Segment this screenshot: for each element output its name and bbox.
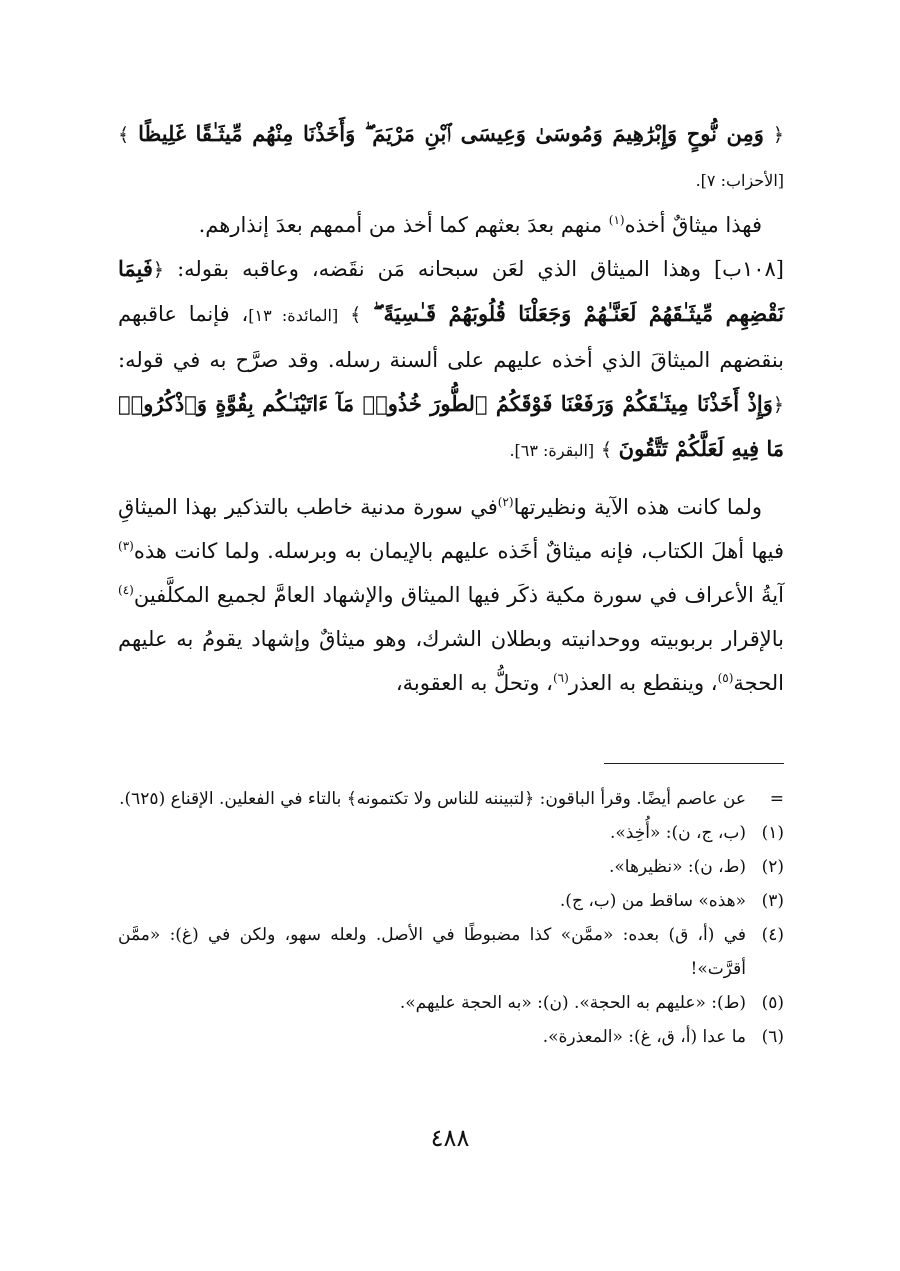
footnote-5: [118, 986, 784, 1020]
paragraph-verse-ahzab: [118, 112, 784, 203]
footnote-marker-3: (٣): [118, 539, 134, 553]
footnote-marker-1: (١): [608, 213, 625, 227]
verse-open-bracket: ﴿: [152, 259, 165, 281]
verse-close-bracket: ﴾: [600, 439, 612, 461]
footnote-marker-2: (٢): [497, 495, 514, 509]
footnote-2: [118, 850, 784, 884]
verse-reference-maidah: [المائدة: ١٣]: [248, 306, 339, 325]
verse-close-bracket: ﴾: [118, 124, 130, 146]
footnote-1: [118, 816, 784, 850]
footnote-separator: [604, 763, 784, 764]
paragraph-text: ، وينقطع به العذر: [568, 671, 718, 695]
footnote-continuation: [118, 782, 784, 816]
footnote-text: في (أ، ق) بعده: «ممَّن» كذا مضبوطًا في الأصل. ولعله سهو، ولكن في (غ): «ممَّن أقرَّت»!: [118, 925, 746, 979]
paragraph-text: ، فإنما عاقبهم بنقضهم الميثاقَ الذي أخذه عليهم على ألسنة رسله. وقد صرَّح به في قوله:: [118, 302, 784, 372]
footnote-text: (ب، ج، ن): «أُخِذ».: [610, 823, 746, 843]
verse-reference-ahzab: [الأحزاب: ٧].: [695, 171, 784, 190]
verse-reference-baqarah: [البقرة: ٦٣].: [509, 441, 595, 460]
paragraph-text: آيةُ الأعراف في سورة مكية ذكَر فيها الميثاق والإشهاد العامَّ لجميع المكلَّفين: [133, 583, 784, 607]
footnote-number: (٦): [761, 1027, 784, 1047]
footnote-6: [118, 1020, 784, 1054]
footnote-number: (٤): [761, 925, 784, 945]
footnote-number: (٢): [761, 857, 784, 877]
paragraph-text: [١٠٨ب] وهذا الميثاق الذي لعَن سبحانه مَن نقَضه، وعاقبه بقوله:: [164, 257, 784, 281]
footnote-marker-4: (٤): [118, 583, 134, 597]
paragraph-text: في سورة مدنية خاطب بالتذكير بهذا الميثاقِ فيها أهلَ الكتاب، فإنه ميثاقٌ أخَذه عليهم بالإيمان به وبرسله. ولما كانت هذه: [118, 495, 784, 563]
footnote-marker-6: (٦): [552, 671, 569, 685]
paragraph-text: ولما كانت هذه الآية ونظيرتها: [513, 495, 762, 519]
footnotes: [118, 782, 784, 1054]
footnote-text: (ط، ن): «نظيرها».: [608, 857, 746, 877]
paragraph-text: بالإقرار بربوبيته ووحدانيته وبطلان الشرك، وهو ميثاقٌ وإشهاد يقومُ به عليهم الحجة: [118, 627, 784, 695]
footnote-text: ما عدا (أ، ق، غ): «المعذرة».: [542, 1027, 746, 1047]
footnote-number: =: [769, 789, 784, 809]
footnote-text: عن عاصم أيضًا. وقرأ الباقون: ﴿لتبيننه للناس ولا تكتمونه﴾ بالتاء في الفعلين. الإقناع (٦٢٥).: [119, 789, 746, 809]
footnote-marker-5: (٥): [717, 671, 734, 685]
verse-open-bracket: ﴿: [772, 124, 784, 146]
footnote-text: «هذه» ساقط من (ب، ج).: [559, 891, 746, 911]
quran-verse-baqarah: وَإِذْ أَخَذْنَا مِيثَـٰقَكُمْ وَرَفَعْنَا فَوْقَكُمُ ٱلطُّورَ خُذُوا۟ مَآ ءَاتَيْنَـٰكُم بِقُوَّةٍ وَٱذْكُرُوا۟ مَا فِيهِ لَعَلَّكُمْ تَتَّقُونَ: [118, 391, 784, 461]
main-text: [118, 112, 784, 705]
paragraph-text: منهم بعدَ بعثهم كما أخذ من أممهم بعدَ إنذارهم.: [198, 213, 609, 237]
page-number: ٤٨٨: [430, 1124, 470, 1152]
quran-verse-maidah: فَبِمَا نَقْضِهِم مِّيثَـٰقَهُمْ لَعَنَّـٰهُمْ وَجَعَلْنَا قُلُوبَهُمْ قَـٰسِيَةً ۖ: [118, 256, 784, 326]
footnote-4: [118, 918, 784, 986]
paragraph-medinan-surah: [118, 485, 784, 705]
quran-verse-ahzab: وَمِن نُّوحٍ وَإِبْرَٰهِيمَ وَمُوسَىٰ وَعِيسَى ٱبْنِ مَرْيَمَ ۖ وَأَخَذْنَا مِنْهُم مِّيثَـٰقًا غَلِيظًا: [138, 121, 764, 146]
footnote-text: (ط): «عليهم به الحجة». (ن): «به الحجة عليهم».: [399, 993, 746, 1013]
paragraph-text: ، وتحلُّ به العقوبة،: [395, 671, 553, 695]
verse-open-bracket: ﴿: [772, 394, 784, 416]
paragraph-text: فهذا ميثاقٌ أخذه: [624, 213, 762, 237]
paragraph-covenant: [118, 203, 784, 247]
verse-close-bracket: ﴾: [350, 304, 362, 326]
footnote-number: (٣): [761, 891, 784, 911]
footnote-3: [118, 884, 784, 918]
footnote-number: (٥): [761, 993, 784, 1013]
paragraph-breaking-covenant: [118, 247, 784, 473]
page-body: [118, 112, 784, 705]
footnote-number: (١): [761, 823, 784, 843]
